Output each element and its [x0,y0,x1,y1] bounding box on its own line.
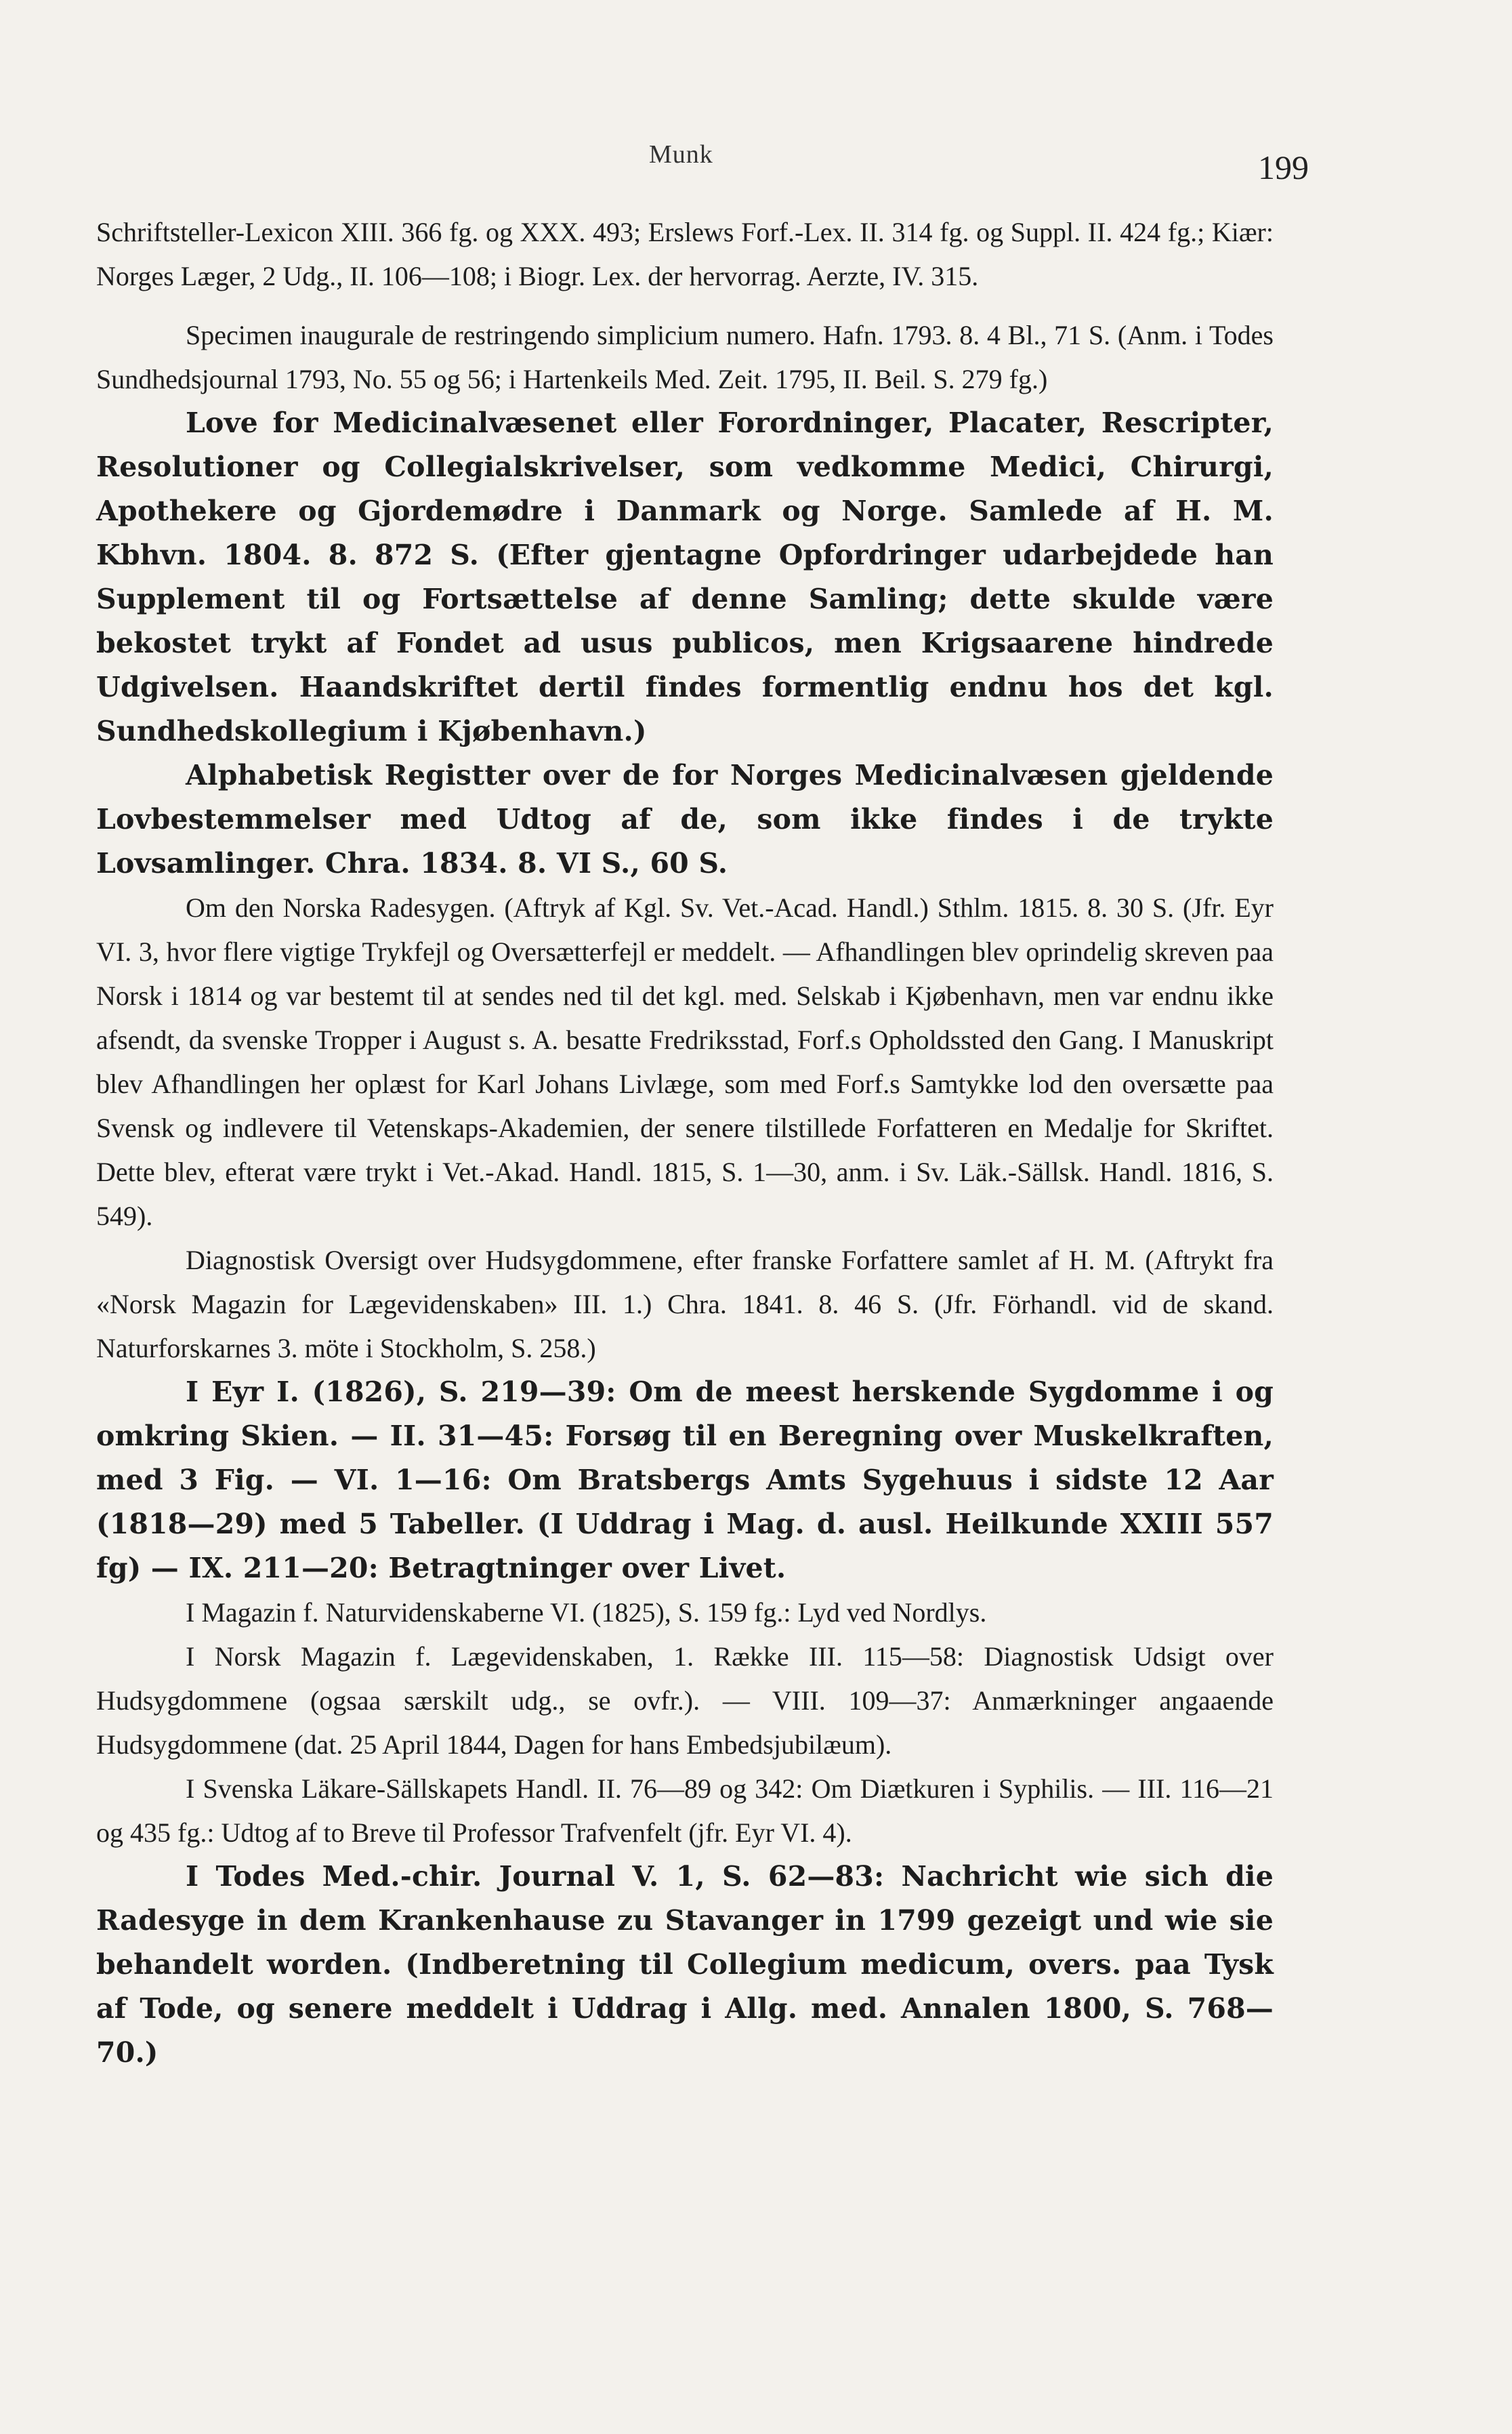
page-header [0,140,1512,187]
body-text [96,210,1274,2075]
paragraph: Schriftsteller-Lexicon XIII. 366 fg. og XXX. 493; Erslews Forf.-Lex. II. 314 fg. og Suppl. II. 424 fg.; Kiær: Norges Læger, 2 Udg., II. 106—108; i Biogr. Lex. der hervorrag. Aerzte, IV. 315. [96,217,1274,291]
bibliography-entry: Om den Norska Radesygen. (Aftryk af Kgl. Sv. Vet.-Acad. Handl.) Sthlm. 1815. 8. 30 S. (Jfr. Eyr VI. 3, hvor flere vigtige Trykfejl og Oversætterfejl er meddelt. — Afhandlingen blev oprindelig skreven paa Norsk i 1814 og var bestemt til at sendes ned til det kgl. med. Selskab i Kjøbenhavn, men var endnu ikke afsendt, da svenske Tropper i August s. A. besatte Fredriksstad, Forf.s Opholdssted den Gang. I Manuskript blev Afhandlingen her oplæst for Karl Johans Livlæge, som med Forf.s Samtykke lod den oversætte paa Svensk og indlevere til Vetenskaps-Akademien, der senere tilstillede Forfatteren en Medalje for Skriftet. Dette blev, efterat være trykt i Vet.-Akad. Handl. 1815, S. 1—30, anm. i Sv. Läk.-Sällsk. Handl. 1816, S. 549). [96,892,1274,1231]
page-number: 199 [1258,148,1309,186]
bibliography-entry: I Eyr I. (1826), S. 219—39: Om de meest herskende Sygdomme i og omkring Skien. — II. 31—45: Forsøg til en Beregning over Muskelkraften, med 3 Fig. — VI. 1—16: Om Bratsbergs Amts Sygehuus i sidste 12 Aar (1818—29) med 5 Tabeller. (I Uddrag i Mag. d. ausl. Heilkunde XXIII 557 fg) — IX. 211—20: Betragtninger over Livet. [96,1376,1274,1584]
bibliography-entry: I Magazin f. Naturvidenskaberne VI. (1825), S. 159 fg.: Lyd ved Nordlys. [186,1597,987,1628]
bibliography-entry: Love for Medicinalvæsenet eller Forordninger, Placater, Rescripter, Resolutioner og Collegialskrivelser, som vedkomme Medici, Chirurgi, Apothekere og Gjordemødre i Danmark og Norge. Samlede af H. M. Kbhvn. 1804. 8. 872 S. (Efter gjentagne Opfordringer udarbejdede han Supplement til og Fortsættelse af denne Samling; dette skulde være bekostet trykt af Fondet ad usus publicos, men Krigsaarene hindrede Udgivelsen. Haandskriftet dertil findes formentlig endnu hos det kgl. Sundhedskollegium i Kjøbenhavn.) [96,407,1274,747]
running-head: Munk [649,140,713,169]
bibliography-entry: Diagnostisk Oversigt over Hudsygdommene, efter franske Forfattere samlet af H. M. (Aftrykt fra «Norsk Magazin for Lægevidenskaben» III. 1.) Chra. 1841. 8. 46 S. (Jfr. Förhandl. vid de skand. Naturforskarnes 3. möte i Stockholm, S. 258.) [96,1245,1274,1363]
bibliography-entry: I Todes Med.-chir. Journal V. 1, S. 62—83: Nachricht wie sich die Radesyge in dem Krankenhause zu Stavanger in 1799 gezeigt und wie sie behandelt worden. (Indberetning til Collegium medicum, overs. paa Tysk af Tode, og senere meddelt i Uddrag i Allg. med. Annalen 1800, S. 768—70.) [96,1860,1274,2069]
bibliography-entry: I Svenska Läkare-Sällskapets Handl. II. 76—89 og 342: Om Diætkuren i Syphilis. — III. 116—21 og 435 fg.: Udtog af to Breve til Professor Trafvenfelt (jfr. Eyr VI. 4). [96,1773,1274,1848]
bibliography-entry: I Norsk Magazin f. Lægevidenskaben, 1. Række III. 115—58: Diagnostisk Udsigt over Hudsygdommene (ogsaa særskilt udg., se ovfr.). — VIII. 109—37: Anmærkninger angaaende Hudsygdommene (dat. 25 April 1844, Dagen for hans Embedsjubilæum). [96,1641,1274,1760]
bibliography-entry: Alphabetisk Registter over de for Norges Medicinalvæsen gjeldende Lovbestemmelser med Udtog af de, som ikke findes i de trykte Lovsamlinger. Chra. 1834. 8. VI S., 60 S. [96,759,1274,880]
bibliography-entry: Specimen inaugurale de restringendo simplicium numero. Hafn. 1793. 8. 4 Bl., 71 S. (Anm. i Todes Sundhedsjournal 1793, No. 55 og 56; i Hartenkeils Med. Zeit. 1795, II. Beil. S. 279 fg.) [96,320,1274,394]
